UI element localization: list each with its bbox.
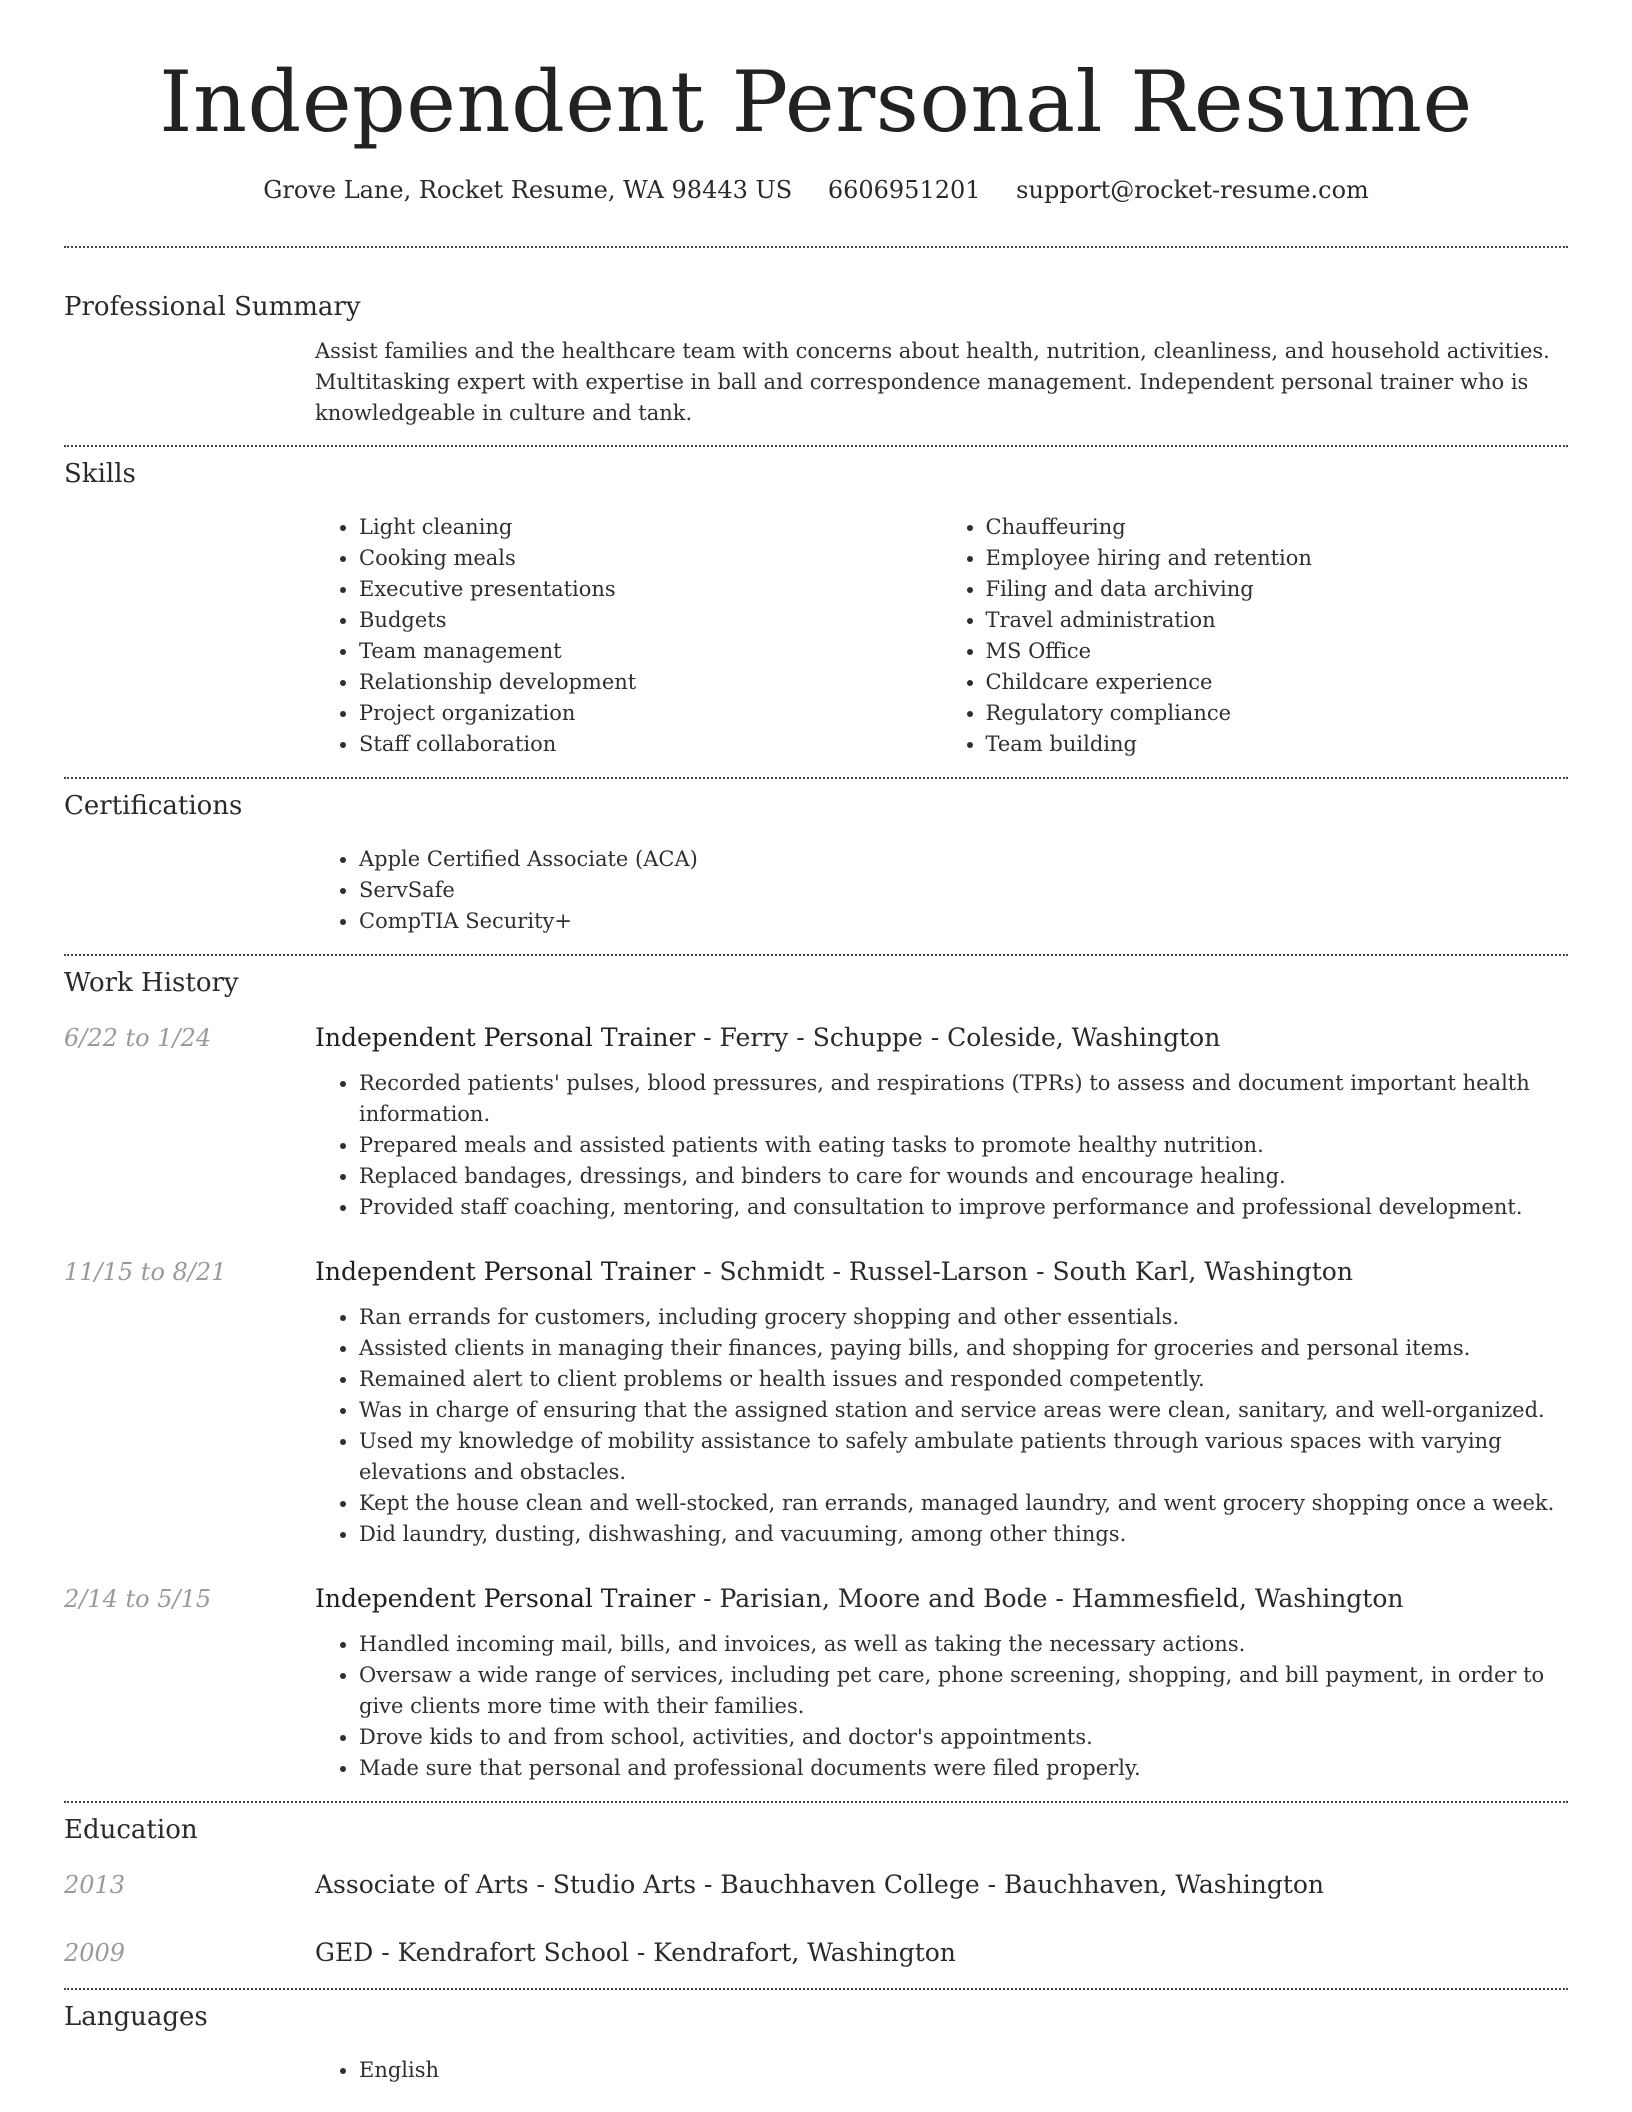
work-entry-body (315, 1629, 1568, 1784)
skills-list-left (315, 512, 942, 760)
work-entry-body (315, 1302, 1568, 1550)
education-section (64, 1803, 1568, 1971)
work-bullet: • Kept the house clean and well-stocked, ran errands, managed laundry, and went grocery shopping once a week. (359, 1488, 1568, 1519)
skill-item: • Cooking meals (359, 543, 942, 574)
work-entry-bullets (315, 1068, 1568, 1223)
work-bullet: • Ran errands for customers, including grocery shopping and other essentials. (359, 1302, 1568, 1333)
skill-item: • Staff collaboration (359, 729, 942, 760)
work-entry-role: Independent Personal Trainer (315, 1023, 696, 1052)
certifications-title: Certifications (64, 791, 243, 821)
work-bullet: • Prepared meals and assisted patients with eating tasks to promote healthy nutrition. (359, 1130, 1568, 1161)
summary-title: Professional Summary (64, 292, 361, 322)
education-title: Education (64, 1815, 198, 1845)
work-entry-role: Independent Personal Trainer (315, 1584, 696, 1613)
skill-item: • Chauffeuring (986, 512, 1569, 543)
work-entry-heading (315, 1581, 1568, 1617)
work-entry-employer: - Parisian, Moore and Bode - Hammesfield, Washington (695, 1584, 1404, 1613)
education-entry-heading: Associate of Arts - Studio Arts - Bauchhaven College - Bauchhaven, Washington (315, 1870, 1325, 1899)
certifications-content (315, 844, 1568, 937)
skill-item: • Budgets (359, 605, 942, 636)
resume-page (64, 0, 1568, 2086)
certification-item: • CompTIA Security+ (359, 906, 1568, 937)
skill-item: • Team building (986, 729, 1569, 760)
languages-list (315, 2055, 1568, 2086)
education-entry (64, 1867, 1568, 1903)
work-entry-bullets (315, 1302, 1568, 1550)
contact-line (64, 174, 1568, 206)
skill-item: • Travel administration (986, 605, 1569, 636)
work-bullet: • Remained alert to client problems or health issues and responded competently. (359, 1364, 1568, 1395)
education-entry (64, 1935, 1568, 1971)
work-entry-date: 6/22 to 1/24 (64, 1024, 212, 1052)
skill-item: • Filing and data archiving (986, 574, 1569, 605)
education-entry-heading: GED - Kendrafort School - Kendrafort, Washington (315, 1938, 956, 1967)
work-entry-body (315, 1068, 1568, 1223)
skill-item: • Relationship development (359, 667, 942, 698)
work-bullet: • Oversaw a wide range of services, including pet care, phone screening, shopping, and bill payment, in order to give clients more time with their families. (359, 1660, 1568, 1722)
contact-address: Grove Lane, Rocket Resume, WA 98443 US (263, 176, 793, 204)
work-bullet: • Was in charge of ensuring that the assigned station and service areas were clean, sanitary, and well-organized. (359, 1395, 1568, 1426)
language-item: • English (359, 2055, 1568, 2086)
work-entry (64, 1020, 1568, 1223)
contact-email: support@rocket-resume.com (1016, 176, 1369, 204)
languages-section (64, 1990, 1568, 2086)
certifications-list (315, 844, 1568, 937)
work-entry-heading (315, 1020, 1568, 1056)
work-bullet: • Assisted clients in managing their finances, paying bills, and shopping for groceries and personal items. (359, 1333, 1568, 1364)
summary-content (315, 336, 1568, 429)
education-entry-date: 2009 (64, 1939, 126, 1967)
certifications-section (64, 779, 1568, 937)
work-entry-date: 11/15 to 8/21 (64, 1258, 227, 1286)
work-bullet: • Replaced bandages, dressings, and binders to care for wounds and encourage healing. (359, 1161, 1568, 1192)
skill-item: • MS Office (986, 636, 1569, 667)
summary-section (64, 248, 1568, 429)
work-bullet: • Drove kids to and from school, activities, and doctor's appointments. (359, 1722, 1568, 1753)
resume-name: Independent Personal Resume (159, 53, 1473, 151)
work-title: Work History (64, 968, 239, 998)
work-bullet: • Provided staff coaching, mentoring, and consultation to improve performance and professional development. (359, 1192, 1568, 1223)
work-entry-role: Independent Personal Trainer (315, 1257, 696, 1286)
contact-phone: 6606951201 (827, 176, 981, 204)
skills-title: Skills (64, 459, 136, 489)
skill-item: • Team management (359, 636, 942, 667)
skills-list-right (942, 512, 1569, 760)
work-bullet: • Recorded patients' pulses, blood pressures, and respirations (TPRs) to assess and document important health information. (359, 1068, 1568, 1130)
certification-item: • Apple Certified Associate (ACA) (359, 844, 1568, 875)
skill-item: • Regulatory compliance (986, 698, 1569, 729)
skill-item: • Executive presentations (359, 574, 942, 605)
work-entry-employer: - Ferry - Schuppe - Coleside, Washington (695, 1023, 1221, 1052)
work-entry-employer: - Schmidt - Russel-Larson - South Karl, Washington (695, 1257, 1353, 1286)
skills-grid (315, 512, 1568, 760)
work-bullet: • Used my knowledge of mobility assistance to safely ambulate patients through various spaces with varying elevations and obstacles. (359, 1426, 1568, 1488)
work-bullet: • Made sure that personal and professional documents were filed properly. (359, 1753, 1568, 1784)
summary-text: Assist families and the healthcare team with concerns about health, nutrition, cleanliness, and household activities. Multitasking expert with expertise in ball and correspondence management. Independent personal trainer who is knowledgeable in culture and tank. (315, 339, 1550, 425)
certification-item: • ServSafe (359, 875, 1568, 906)
work-entry (64, 1581, 1568, 1784)
work-entry (64, 1254, 1568, 1550)
work-bullet: • Handled incoming mail, bills, and invoices, as well as taking the necessary actions. (359, 1629, 1568, 1660)
education-entry-date: 2013 (64, 1871, 126, 1899)
work-entry-heading (315, 1254, 1568, 1290)
work-section (64, 956, 1568, 1784)
skill-item: • Project organization (359, 698, 942, 729)
work-bullet: • Did laundry, dusting, dishwashing, and vacuuming, among other things. (359, 1519, 1568, 1550)
work-entry-date: 2/14 to 5/15 (64, 1585, 212, 1613)
work-entry-bullets (315, 1629, 1568, 1784)
skills-content (315, 512, 1568, 760)
skills-section (64, 447, 1568, 760)
skill-item: • Childcare experience (986, 667, 1569, 698)
skill-item: • Light cleaning (359, 512, 942, 543)
skill-item: • Employee hiring and retention (986, 543, 1569, 574)
languages-title: Languages (64, 2002, 208, 2032)
languages-content (315, 2055, 1568, 2086)
